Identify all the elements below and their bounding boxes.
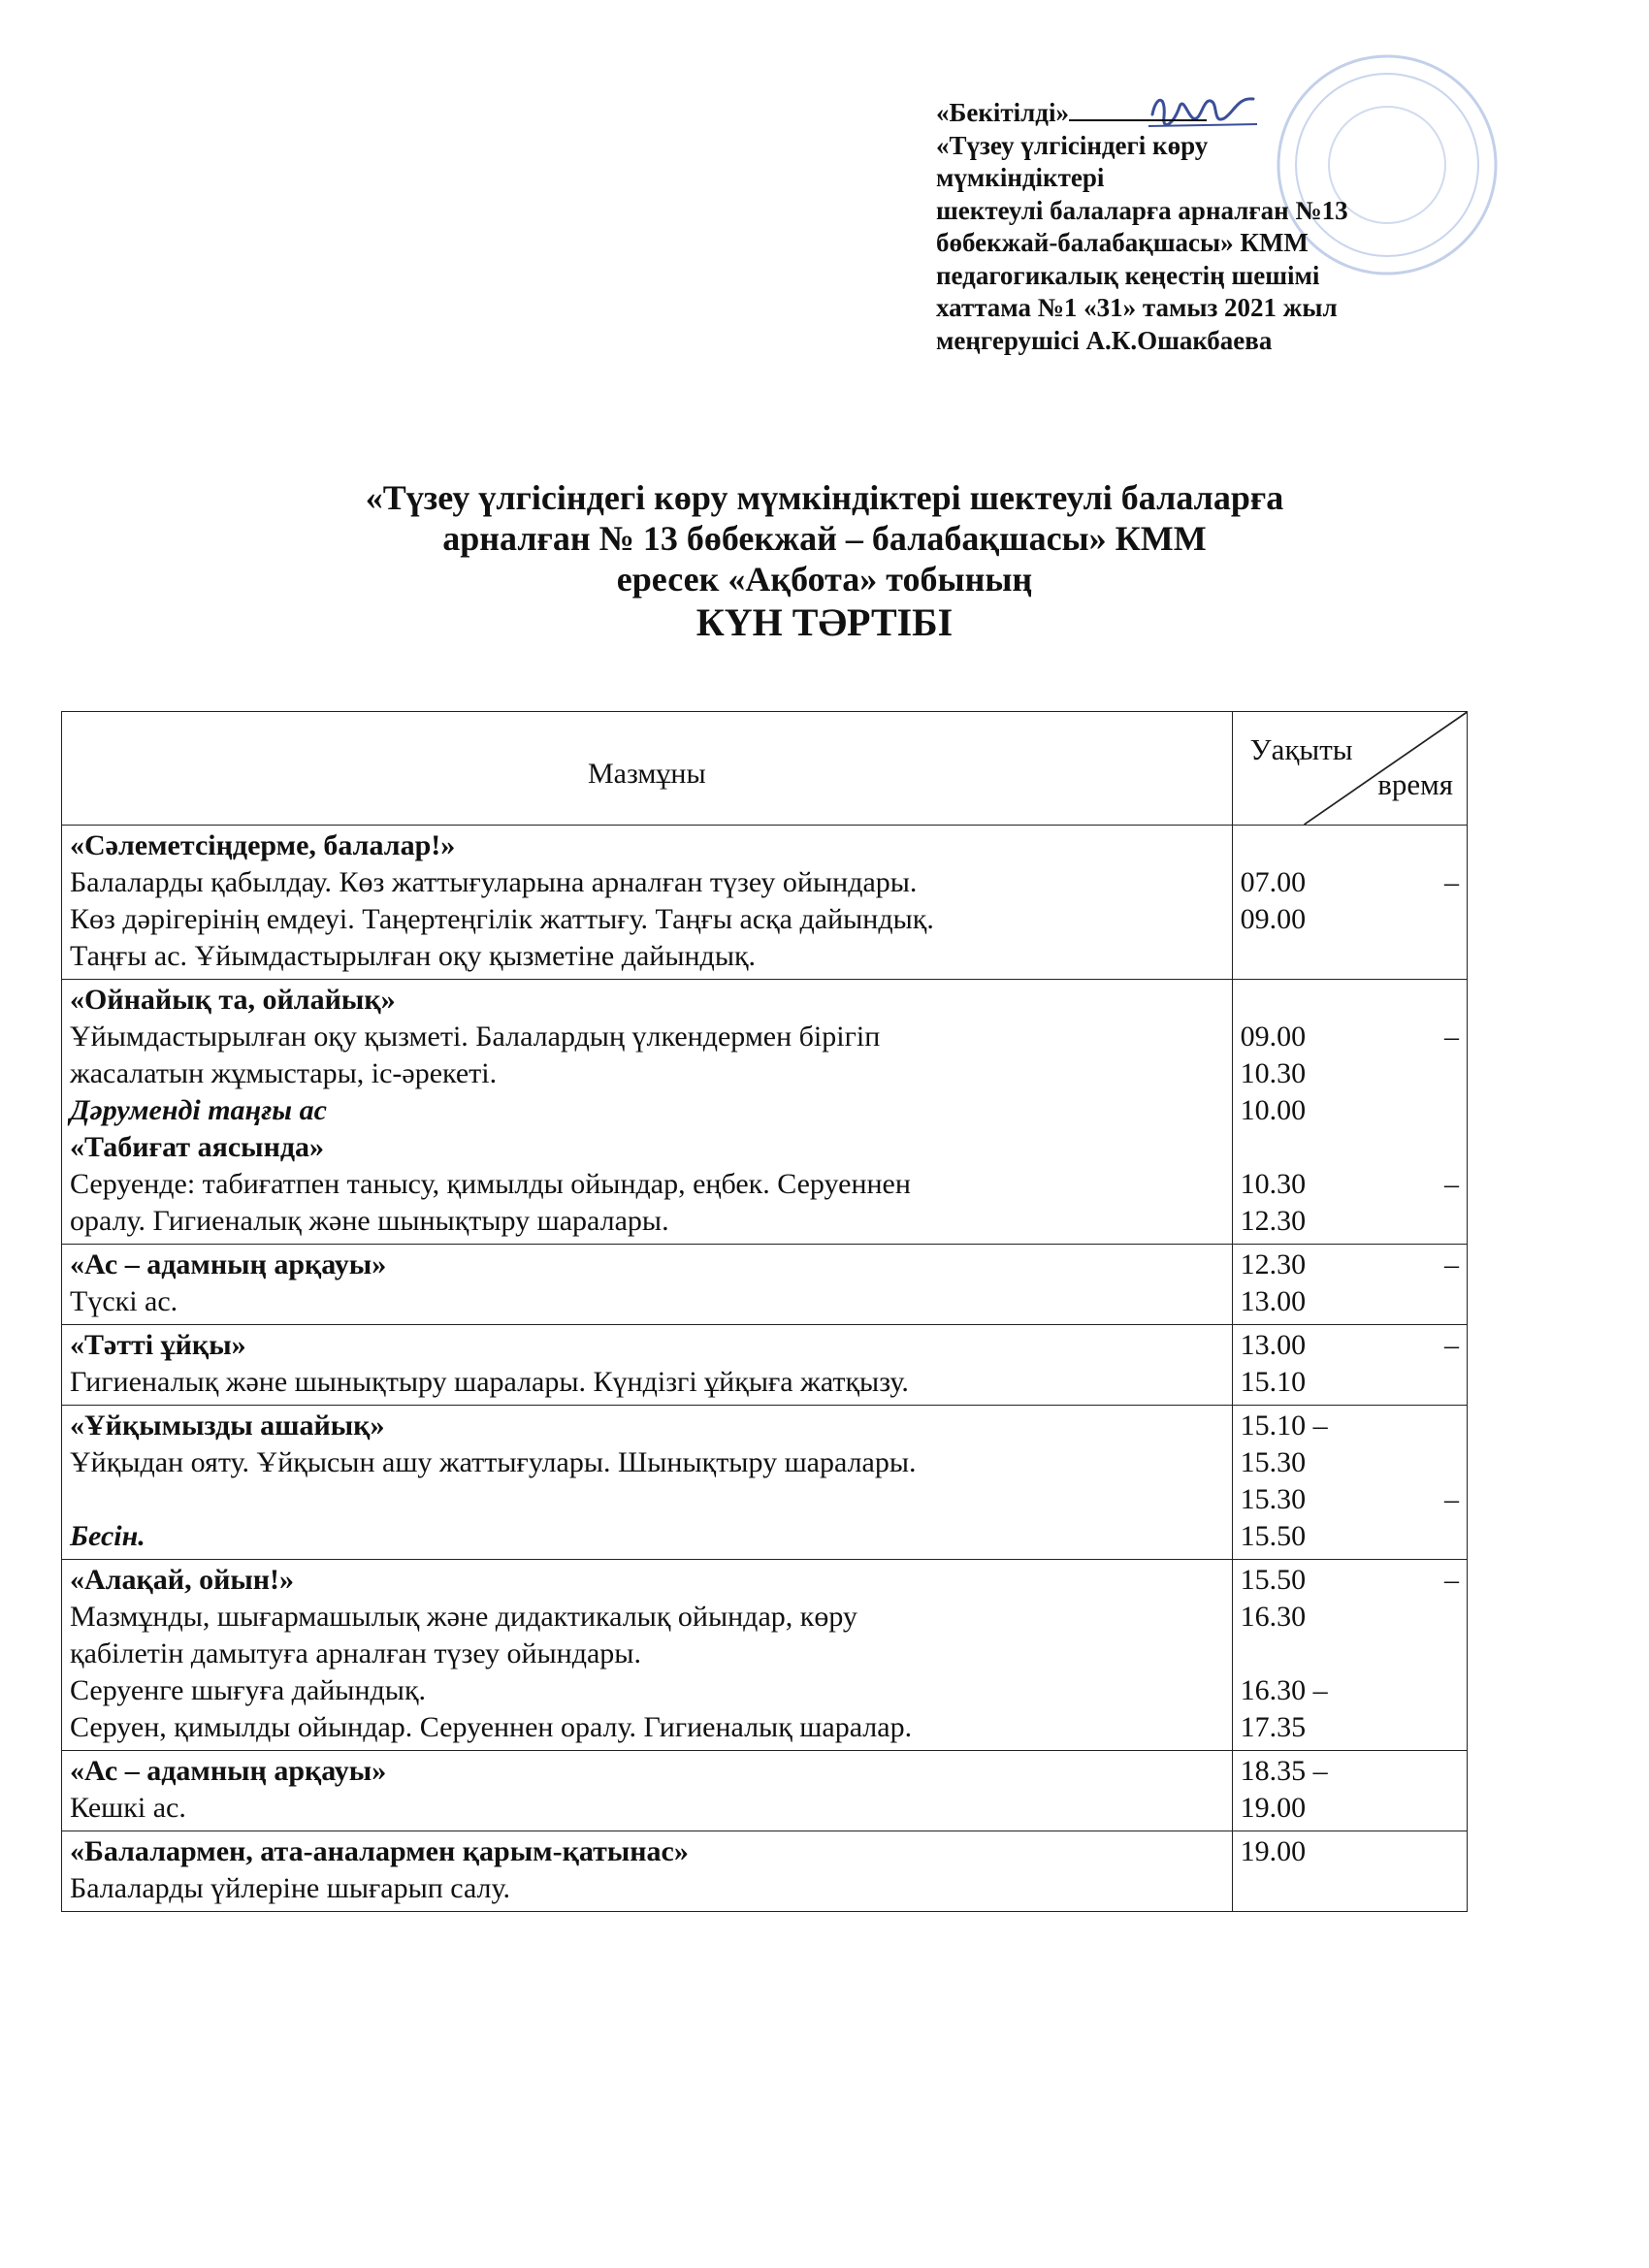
time-line bbox=[1241, 1870, 1459, 1907]
approval-line: «Түзеу үлгісіндегі көру bbox=[936, 130, 1209, 160]
approval-header bbox=[936, 97, 1479, 130]
time-cell bbox=[1232, 1406, 1467, 1560]
activity-title: «Табиғат аясында» bbox=[70, 1131, 325, 1163]
time-line bbox=[1241, 1672, 1459, 1709]
time-value: 10.00 bbox=[1240, 1094, 1307, 1126]
approval-line: меңгерушісі А.К.Ошакбаева bbox=[936, 325, 1273, 355]
time-line bbox=[1241, 1481, 1459, 1518]
activity-text: Ұйқыдан ояту. Ұйқысын ашу жаттығулары. Шынықтыру шаралары. bbox=[70, 1446, 917, 1478]
time-value: 13.00 bbox=[1240, 1329, 1307, 1361]
activity-text: Түскі ас. bbox=[70, 1285, 178, 1317]
approval-block bbox=[936, 97, 1479, 357]
time-value: 17.35 bbox=[1240, 1711, 1307, 1743]
time-value: 13.00 bbox=[1240, 1285, 1307, 1317]
activity-text: Мазмұнды, шығармашылық және дидактикалық ойындар, көру bbox=[70, 1601, 857, 1633]
time-line bbox=[1241, 1283, 1459, 1320]
activity-text: Серуенде: табиғатпен танысу, қимылды ойындар, еңбек. Серуеннен bbox=[70, 1168, 911, 1200]
activity-text: оралу. Гигиеналық және шынықтыру шаралары. bbox=[70, 1205, 669, 1237]
time-value: 10.30 bbox=[1240, 1057, 1307, 1089]
approval-line: бөбекжай-балабақшасы» КММ bbox=[936, 228, 1309, 257]
time-line bbox=[1241, 938, 1459, 975]
table-row bbox=[62, 980, 1468, 1245]
table-header-row bbox=[62, 712, 1468, 826]
approved-label: «Бекітілді» bbox=[936, 98, 1069, 127]
table-row bbox=[62, 1751, 1468, 1831]
time-value: 15.30 bbox=[1240, 1483, 1307, 1515]
activity-text: Кешкі ас. bbox=[70, 1792, 186, 1824]
activity-text: Балаларды үйлеріне шығарып салу. bbox=[70, 1872, 511, 1904]
time-dash: – bbox=[1444, 866, 1459, 898]
time-dash: – bbox=[1444, 1483, 1459, 1515]
activity-cell bbox=[62, 826, 1233, 980]
time-dash: – bbox=[1444, 1248, 1459, 1280]
time-line bbox=[1241, 1019, 1459, 1055]
time-cell bbox=[1232, 826, 1467, 980]
time-value: 09.00 bbox=[1240, 903, 1307, 935]
time-value: 18.35 – bbox=[1240, 1755, 1328, 1787]
time-value: 15.10 – bbox=[1240, 1409, 1328, 1442]
time-dash: – bbox=[1444, 1564, 1459, 1596]
activity-text: Дәруменді таңғы ас bbox=[70, 1094, 327, 1126]
activity-cell bbox=[62, 1245, 1233, 1325]
approval-line: мүмкіндіктері bbox=[936, 163, 1105, 192]
activity-text: Көз дәрігерінің емдеуі. Таңертеңгілік жаттығу. Таңғы асқа дайындық. bbox=[70, 903, 934, 935]
activity-text: Ұйымдастырылған оқу қызметі. Балалардың үлкендермен бірігіп bbox=[70, 1021, 881, 1053]
time-line bbox=[1241, 1408, 1459, 1444]
table-row bbox=[62, 1406, 1468, 1560]
time-value: 19.00 bbox=[1240, 1792, 1307, 1824]
time-line bbox=[1241, 1203, 1459, 1240]
time-line bbox=[1241, 1753, 1459, 1790]
document-title bbox=[126, 477, 1523, 646]
time-line bbox=[1241, 864, 1459, 901]
header-time bbox=[1232, 712, 1467, 826]
activity-cell bbox=[62, 980, 1233, 1245]
time-cell bbox=[1232, 1831, 1467, 1912]
activity-title: «Ас – адамның арқауы» bbox=[70, 1248, 387, 1280]
time-value: 15.30 bbox=[1240, 1446, 1307, 1478]
time-dash: – bbox=[1444, 1021, 1459, 1053]
time-dash: – bbox=[1444, 1168, 1459, 1200]
activity-text: қабілетін дамытуға арналған түзеу ойындары. bbox=[70, 1637, 641, 1669]
activity-title: «Тәтті ұйқы» bbox=[70, 1329, 246, 1361]
time-value: 15.50 bbox=[1240, 1520, 1307, 1552]
signature-line bbox=[1069, 98, 1207, 121]
activity-text: Серуен, қимылды ойындар. Серуеннен оралу. Гигиеналық шаралар. bbox=[70, 1711, 913, 1743]
time-line bbox=[1241, 1092, 1459, 1129]
time-value: 12.30 bbox=[1240, 1248, 1307, 1280]
time-cell bbox=[1232, 1325, 1467, 1406]
time-value: 19.00 bbox=[1240, 1835, 1307, 1867]
title-line: арналған № 13 бөбекжай – балабақшасы» КММ bbox=[442, 519, 1207, 558]
approval-line: хаттама №1 «31» тамыз 2021 жыл bbox=[936, 293, 1338, 322]
time-dash: – bbox=[1444, 1329, 1459, 1361]
time-value: 09.00 bbox=[1240, 1021, 1307, 1053]
table-row bbox=[62, 826, 1468, 980]
approval-line: педагогикалық кеңестің шешімі bbox=[936, 260, 1320, 290]
time-value: 15.10 bbox=[1240, 1366, 1307, 1398]
activity-text: жасалатын жұмыстары, іс-әрекеті. bbox=[70, 1057, 498, 1089]
activity-text: Балаларды қабылдау. Көз жаттығуларына арналған түзеу ойындары. bbox=[70, 866, 918, 898]
time-line bbox=[1241, 1790, 1459, 1827]
time-line bbox=[1241, 1562, 1459, 1599]
title-line: «Түзеу үлгісіндегі көру мүмкіндіктері шектеулі балаларға bbox=[365, 478, 1284, 517]
activity-title: «Ойнайық та, ойлайық» bbox=[70, 984, 396, 1016]
time-cell bbox=[1232, 1751, 1467, 1831]
activity-text: Гигиеналық және шынықтыру шаралары. Күндізгі ұйқыға жатқызу. bbox=[70, 1366, 909, 1398]
time-value: 16.30 bbox=[1240, 1601, 1307, 1633]
time-line bbox=[1241, 901, 1459, 938]
time-line bbox=[1241, 1636, 1459, 1672]
schedule-body bbox=[62, 826, 1468, 1912]
time-line bbox=[1241, 827, 1459, 864]
time-value: 07.00 bbox=[1240, 866, 1307, 898]
activity-cell bbox=[62, 1325, 1233, 1406]
activity-cell bbox=[62, 1751, 1233, 1831]
time-line bbox=[1241, 1364, 1459, 1401]
time-line bbox=[1241, 1599, 1459, 1636]
time-line bbox=[1241, 1166, 1459, 1203]
time-line bbox=[1241, 1247, 1459, 1283]
time-line bbox=[1241, 982, 1459, 1019]
activity-title: «Ұйқымызды ашайық» bbox=[70, 1409, 385, 1442]
time-value: 16.30 – bbox=[1240, 1674, 1328, 1706]
header-time-top: Уақыты bbox=[1249, 732, 1353, 766]
time-line bbox=[1241, 1327, 1459, 1364]
header-content: Мазмұны bbox=[62, 712, 1233, 826]
table-row bbox=[62, 1245, 1468, 1325]
approval-line: шектеулі балаларға арналған №13 bbox=[936, 195, 1348, 225]
activity-cell bbox=[62, 1406, 1233, 1560]
activity-title: «Сәлеметсіңдерме, балалар!» bbox=[70, 829, 456, 861]
time-line bbox=[1241, 1129, 1459, 1166]
activity-title: «Алақай, ойын!» bbox=[70, 1564, 295, 1596]
time-value: 15.50 bbox=[1240, 1564, 1307, 1596]
time-cell bbox=[1232, 1245, 1467, 1325]
time-line bbox=[1241, 1444, 1459, 1481]
time-value: 10.30 bbox=[1240, 1168, 1307, 1200]
activity-text bbox=[70, 1481, 1224, 1518]
activity-text: Серуенге шығуға дайындық. bbox=[70, 1674, 427, 1706]
table-row bbox=[62, 1831, 1468, 1912]
table-row bbox=[62, 1560, 1468, 1751]
activity-title: «Балалармен, ата-аналармен қарым-қатынас» bbox=[70, 1835, 689, 1867]
time-line bbox=[1241, 1055, 1459, 1092]
table-row bbox=[62, 1325, 1468, 1406]
daily-schedule-table bbox=[61, 711, 1468, 1912]
title-main: КҮН ТӘРТІБІ bbox=[695, 600, 954, 644]
time-cell bbox=[1232, 1560, 1467, 1751]
title-line: ересек «Ақбота» тобының bbox=[616, 560, 1033, 599]
time-line bbox=[1241, 1518, 1459, 1555]
activity-title: «Ас – адамның арқауы» bbox=[70, 1755, 387, 1787]
activity-text: Таңғы ас. Ұйымдастырылған оқу қызметіне дайындық. bbox=[70, 940, 757, 972]
activity-text: Бесін. bbox=[70, 1520, 146, 1552]
time-value: 12.30 bbox=[1240, 1205, 1307, 1237]
header-time-bottom: время bbox=[1377, 767, 1453, 801]
time-line bbox=[1241, 1709, 1459, 1746]
time-cell bbox=[1232, 980, 1467, 1245]
activity-cell bbox=[62, 1831, 1233, 1912]
activity-cell bbox=[62, 1560, 1233, 1751]
time-line bbox=[1241, 1833, 1459, 1870]
